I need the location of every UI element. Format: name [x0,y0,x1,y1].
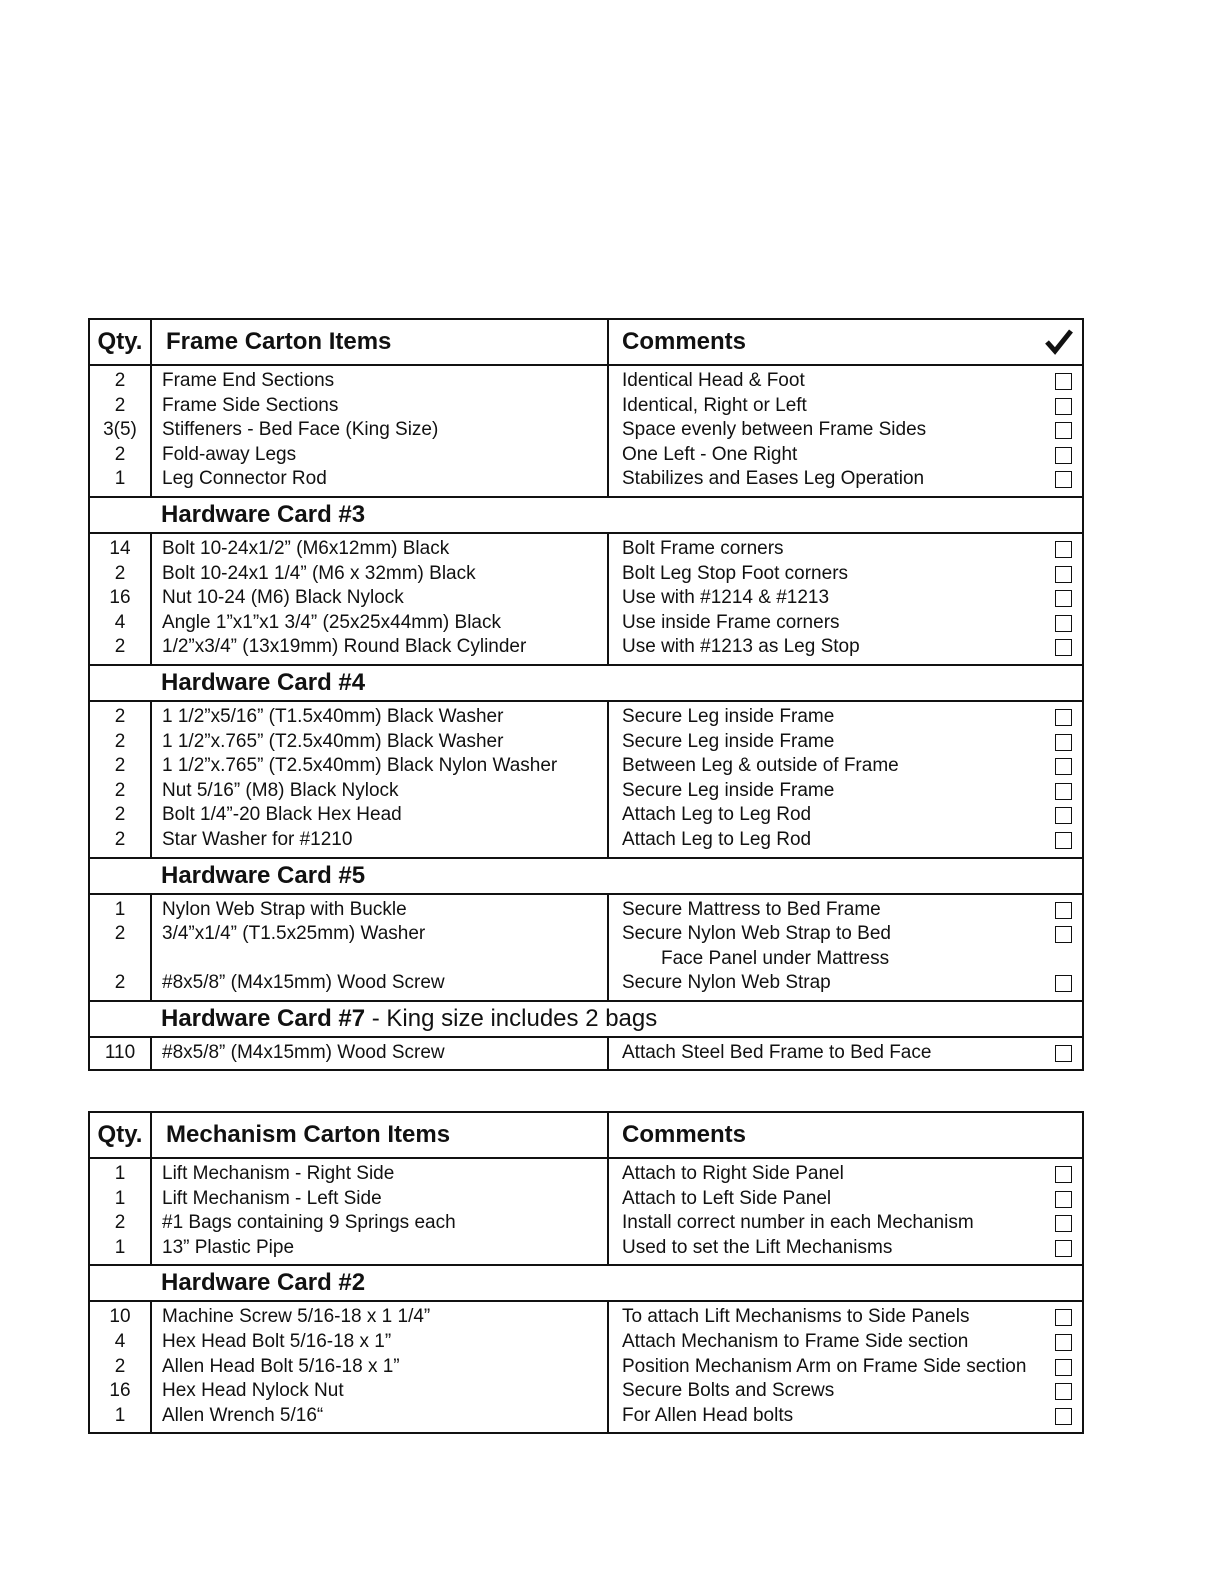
comment-cell: Used to set the Lift Mechanisms [622,1236,1042,1261]
item-cell: Lift Mechanism - Right Side [162,1163,395,1184]
checkbox[interactable] [1055,1383,1072,1400]
comment-column [609,1038,1082,1070]
qty-header: Qty. [90,320,152,364]
hardware-card-heading [90,498,1082,534]
items-block [90,1302,1082,1432]
items-block [90,702,1082,859]
item-column [152,366,609,496]
item-cell: Allen Wrench 5/16“ [162,1404,324,1426]
qty-cell: 2 [114,394,126,416]
qty-cell: 2 [114,804,126,826]
checkbox[interactable] [1055,758,1072,775]
item-cell: Nut 5/16” (M8) Black Nylock [162,779,399,801]
checkbox[interactable] [1055,422,1072,439]
checkbox[interactable] [1055,902,1072,919]
checkbox[interactable] [1055,1334,1072,1351]
comment-cell: Secure Bolts and Screws [622,1379,1042,1404]
comment-column [609,895,1082,1000]
item-cell: Leg Connector Rod [162,468,327,490]
qty-cell: 16 [109,1380,131,1402]
qty-column [90,1302,152,1432]
comment-cell: Space evenly between Frame Sides [622,418,1042,443]
comment-cell: Secure Mattress to Bed Frame [622,898,1042,923]
item-column [152,1038,609,1070]
hardware-card-title: Hardware Card #3 [161,500,366,528]
comment-cell: Between Leg & outside of Frame [622,754,1042,779]
checkbox[interactable] [1055,447,1072,464]
item-cell: Frame Side Sections [162,394,339,416]
item-cell: Hex Head Bolt 5/16-18 x 1” [162,1330,392,1352]
item-column [152,1302,609,1432]
hardware-card-heading [90,666,1082,702]
qty-column [90,366,152,496]
hardware-card-title: Hardware Card #7 [161,1004,366,1032]
comment-cell: Secure Nylon Web Strap [622,971,1042,996]
comment-cell: For Allen Head bolts [622,1404,1042,1429]
checkbox[interactable] [1055,590,1072,607]
comments-header [609,320,1082,364]
qty-cell: 2 [114,923,126,945]
qty-cell: 2 [114,755,126,777]
item-cell: Fold-away Legs [162,443,297,465]
item-cell: Nylon Web Strap with Buckle [162,898,407,920]
items-block [90,1038,1082,1070]
comment-cell: Attach Leg to Leg Rod [622,828,1042,853]
qty-cell: 2 [114,562,126,584]
qty-cell: 4 [114,611,126,633]
item-cell-blank [162,947,607,972]
item-cell: Bolt 1/4”-20 Black Hex Head [162,804,402,826]
comment-cell: Install correct number in each Mechanism [622,1211,1042,1236]
qty-column [90,534,152,664]
mechanism-carton-table [88,1111,1084,1434]
comments-header-label: Comments [622,328,747,355]
hardware-card-heading [90,1002,1082,1038]
item-cell: Hex Head Nylock Nut [162,1380,344,1402]
comment-cell: Identical, Right or Left [622,394,1042,419]
checkbox[interactable] [1055,566,1072,583]
qty-cell: 2 [114,636,126,658]
item-cell: 1 1/2”x.765” (T2.5x40mm) Black Washer [162,730,504,752]
table-header [90,320,1082,366]
item-cell: Lift Mechanism - Left Side [162,1187,382,1209]
item-cell: #8x5/8” (M4x15mm) Wood Screw [162,1041,445,1063]
qty-cell: 1 [114,1163,126,1184]
qty-cell: 1 [114,898,126,920]
qty-column [90,895,152,1000]
item-cell: Angle 1”x1”x1 3/4” (25x25x44mm) Black [162,611,501,633]
comment-column [609,702,1082,857]
checkbox[interactable] [1055,926,1072,943]
items-block [90,895,1082,1002]
checkbox[interactable] [1055,639,1072,656]
hardware-card-heading [90,1266,1082,1302]
qty-cell-blank [90,947,150,972]
comment-cell: To attach Lift Mechanisms to Side Panels [622,1305,1042,1330]
item-column [152,1159,609,1264]
comment-cell: Use inside Frame corners [622,611,1042,636]
items-block [90,1159,1082,1266]
qty-cell: 2 [114,370,126,391]
hardware-card-note: - King size includes 2 bags [365,1004,658,1032]
comment-cell: Identical Head & Foot [622,369,1042,394]
checkbox[interactable] [1055,832,1072,849]
hardware-card-title: Hardware Card #4 [161,668,366,696]
checkbox[interactable] [1055,975,1072,992]
qty-cell: 110 [104,1041,136,1063]
item-cell: Allen Head Bolt 5/16-18 x 1” [162,1355,400,1377]
qty-cell: 4 [114,1330,126,1352]
qty-cell: 1 [114,468,126,490]
checkbox[interactable] [1055,709,1072,726]
checkbox[interactable] [1055,1309,1072,1326]
item-column [152,534,609,664]
item-column [152,895,609,1000]
item-cell: Stiffeners - Bed Face (King Size) [162,419,439,441]
qty-cell: 1 [114,1404,126,1426]
qty-header: Qty. [90,1113,152,1157]
comment-cell: Secure Leg inside Frame [622,779,1042,804]
comment-cell: Attach Mechanism to Frame Side section [622,1330,1042,1355]
qty-cell: 2 [114,1355,126,1377]
hardware-card-title: Hardware Card #5 [161,861,366,889]
comment-column [609,1159,1082,1264]
item-cell: Frame End Sections [162,370,335,391]
item-cell: Bolt 10-24x1 1/4” (M6 x 32mm) Black [162,562,476,584]
comment-column [609,534,1082,664]
comment-cell: Attach Leg to Leg Rod [622,803,1042,828]
comment-cell: Secure Leg inside Frame [622,730,1042,755]
comment-cell-continued: Face Panel under Mattress [661,947,890,969]
comment-cell: Secure Nylon Web Strap to Bed [622,922,1042,947]
checkbox[interactable] [1055,1359,1072,1376]
comment-cell: Attach to Right Side Panel [622,1162,1042,1187]
comment-column [609,366,1082,496]
checkbox[interactable] [1055,541,1072,558]
qty-cell: 2 [114,779,126,801]
qty-cell: 2 [114,705,126,727]
table-header [90,1113,1082,1159]
comment-cell: Stabilizes and Eases Leg Operation [622,467,1042,492]
checkbox[interactable] [1055,1240,1072,1257]
comment-cell: Attach Steel Bed Frame to Bed Face [622,1041,1042,1066]
checkbox[interactable] [1055,1408,1072,1425]
items-header: Frame Carton Items [152,320,609,364]
qty-column [90,1159,152,1264]
qty-column [90,1038,152,1070]
item-cell: 1 1/2”x5/16” (T1.5x40mm) Black Washer [162,705,504,727]
frame-carton-table [88,318,1084,1071]
qty-cell: 10 [109,1306,131,1328]
qty-cell: 2 [114,443,126,465]
qty-cell: 3(5) [103,419,137,441]
checkbox[interactable] [1055,373,1072,390]
comments-header [609,1113,1082,1157]
checkbox[interactable] [1055,471,1072,488]
checkbox[interactable] [1055,734,1072,751]
qty-cell: 2 [114,972,126,994]
qty-cell: 16 [109,587,131,609]
item-cell: 3/4”x1/4” (T1.5x25mm) Washer [162,923,426,945]
item-cell: 13” Plastic Pipe [162,1236,295,1258]
items-header: Mechanism Carton Items [152,1113,609,1157]
qty-cell: 2 [114,828,126,850]
checkbox[interactable] [1055,615,1072,632]
comment-column [609,1302,1082,1432]
item-cell: #1 Bags containing 9 Springs each [162,1212,456,1234]
qty-cell: 1 [114,1236,126,1258]
comment-cell: Bolt Leg Stop Foot corners [622,562,1042,587]
qty-column [90,702,152,857]
item-cell: Star Washer for #1210 [162,828,353,850]
checkbox[interactable] [1055,783,1072,800]
comment-cell: Use with #1214 & #1213 [622,586,1042,611]
checkmark-icon [1044,326,1074,356]
comments-header-label: Comments [622,1121,747,1148]
comment-cell: One Left - One Right [622,443,1042,468]
comment-cell: Position Mechanism Arm on Frame Side section [622,1355,1042,1380]
item-cell: #8x5/8” (M4x15mm) Wood Screw [162,972,445,994]
qty-cell: 14 [109,537,131,559]
comment-cell: Secure Leg inside Frame [622,705,1042,730]
checkbox[interactable] [1055,398,1072,415]
qty-cell: 1 [114,1187,126,1209]
items-block [90,534,1082,666]
checkbox[interactable] [1055,1191,1072,1208]
hardware-card-title: Hardware Card #2 [161,1269,366,1297]
checkbox[interactable] [1055,807,1072,824]
item-cell: 1 1/2”x.765” (T2.5x40mm) Black Nylon Washer [162,755,558,777]
checkbox[interactable] [1055,1215,1072,1232]
comment-cell: Attach to Left Side Panel [622,1187,1042,1212]
item-cell: Nut 10-24 (M6) Black Nylock [162,587,404,609]
hardware-card-heading [90,859,1082,895]
qty-cell: 2 [114,1212,126,1234]
item-cell: Machine Screw 5/16-18 x 1 1/4” [162,1306,431,1328]
item-cell: Bolt 10-24x1/2” (M6x12mm) Black [162,537,450,559]
qty-cell: 2 [114,730,126,752]
checkbox[interactable] [1055,1045,1072,1062]
checkbox[interactable] [1055,1166,1072,1183]
item-cell: 1/2”x3/4” (13x19mm) Round Black Cylinder [162,636,527,658]
item-column [152,702,609,857]
comment-cell: Use with #1213 as Leg Stop [622,635,1042,660]
items-block [90,366,1082,498]
comment-cell: Bolt Frame corners [622,537,1042,562]
